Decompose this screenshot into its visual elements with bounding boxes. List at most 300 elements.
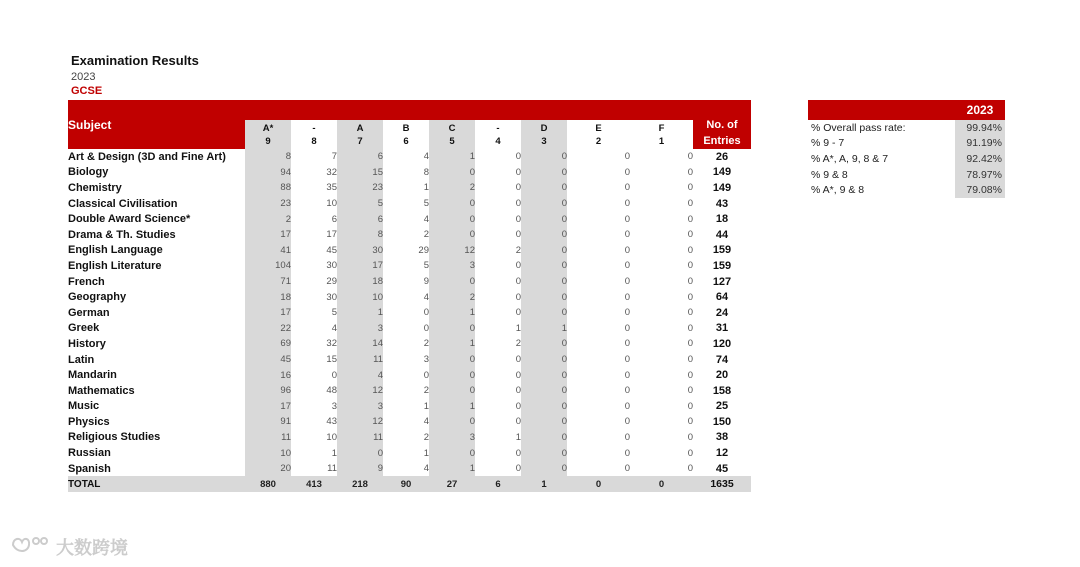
header-band: [245, 100, 693, 120]
grade-count-cell: 4: [383, 211, 429, 227]
grade-count-cell: 71: [245, 274, 291, 290]
grade-count-cell: 4: [383, 461, 429, 477]
grade-count-cell: 2: [245, 211, 291, 227]
subject-name: English Language: [68, 244, 163, 257]
grade-count-cell: 0: [521, 383, 567, 399]
grade-count-cell: 18: [337, 274, 383, 290]
grade-count-cell: 0: [567, 211, 630, 227]
entries-cell: 127: [712, 275, 732, 288]
grade-count-cell: 0: [567, 274, 630, 290]
grade-count-cell: 0: [630, 243, 693, 259]
grade-count-cell: 0: [475, 227, 521, 243]
summary-header-row: [808, 100, 1005, 120]
grade-count-cell: 0: [630, 321, 693, 337]
grade-count-cell: 2: [383, 383, 429, 399]
grade-number: 8: [291, 134, 337, 149]
grade-count-cell: 0: [521, 367, 567, 383]
grade-count-cell: 0: [567, 149, 630, 165]
grade-count-cell: 0: [521, 180, 567, 196]
grade-count-cell: 23: [245, 196, 291, 212]
table-row: [68, 383, 751, 399]
grade-count-cell: 0: [429, 383, 475, 399]
grade-count-cell: 15: [291, 352, 337, 368]
summary-label: % A*, A, 9, 8 & 7: [811, 152, 889, 165]
grade-count-cell: 0: [475, 399, 521, 415]
grade-count-cell: 0: [429, 321, 475, 337]
grade-count-cell: 0: [630, 289, 693, 305]
grade-count-cell: 0: [630, 430, 693, 446]
grade-count-cell: 1: [429, 305, 475, 321]
subject-name: Double Award Science*: [68, 213, 191, 226]
grade-count-cell: 0: [630, 445, 693, 461]
entries-cell: 74: [715, 353, 729, 366]
grade-count-cell: 4: [337, 367, 383, 383]
grade-count-cell: 0: [567, 430, 630, 446]
grade-count-cell: 88: [245, 180, 291, 196]
grade-count-cell: 45: [291, 243, 337, 259]
grade-count-cell: 29: [291, 274, 337, 290]
entries-cell: 12: [715, 447, 729, 460]
grade-letter: -: [475, 120, 521, 134]
grade-count-cell: 0: [521, 196, 567, 212]
table-row: [68, 352, 751, 368]
grade-count-cell: 1: [337, 305, 383, 321]
grade-count-cell: 0: [630, 165, 693, 181]
grade-count-cell: 1: [291, 445, 337, 461]
subject-name: Greek: [68, 322, 100, 335]
grade-count-cell: 1: [429, 461, 475, 477]
grade-count-cell: 43: [291, 414, 337, 430]
grade-count-cell: 0: [429, 211, 475, 227]
total-count-cell: 413: [291, 476, 337, 492]
total-count-cell: 880: [245, 476, 291, 492]
grade-count-cell: 2: [475, 336, 521, 352]
subject-name: Religious Studies: [68, 431, 161, 444]
grade-letter: -: [291, 120, 337, 134]
grade-count-cell: 0: [521, 336, 567, 352]
grade-count-cell: 6: [337, 211, 383, 227]
table-row: [68, 227, 751, 243]
subject-name: Biology: [68, 166, 109, 179]
grade-count-cell: 0: [475, 352, 521, 368]
grade-count-cell: 1: [383, 399, 429, 415]
grade-count-cell: 0: [630, 196, 693, 212]
grade-count-cell: 0: [475, 196, 521, 212]
grade-number: 3: [521, 134, 567, 149]
grade-count-cell: 16: [245, 367, 291, 383]
grade-count-cell: 12: [337, 383, 383, 399]
entries-cell: 31: [715, 322, 729, 335]
grade-count-cell: 1: [521, 321, 567, 337]
grade-count-cell: 0: [567, 227, 630, 243]
grade-count-cell: 48: [291, 383, 337, 399]
grade-count-cell: 11: [245, 430, 291, 446]
subject-name: Geography: [68, 291, 127, 304]
grade-count-cell: 0: [521, 274, 567, 290]
grade-number: 6: [383, 134, 429, 149]
total-count-cell: 6: [475, 476, 521, 492]
subject-name: Mathematics: [68, 384, 135, 397]
grade-letter: A*: [245, 120, 291, 134]
grade-count-cell: 1: [475, 430, 521, 446]
grade-count-cell: 10: [291, 430, 337, 446]
results-year: 2023: [71, 71, 96, 83]
grade-count-cell: 2: [429, 180, 475, 196]
grade-count-cell: 0: [475, 367, 521, 383]
grade-count-cell: 0: [475, 305, 521, 321]
grade-number: 4: [475, 134, 521, 149]
grade-count-cell: 3: [337, 399, 383, 415]
grade-count-cell: 10: [337, 289, 383, 305]
grade-count-cell: 8: [383, 165, 429, 181]
grade-count-cell: 0: [521, 165, 567, 181]
grade-count-cell: 5: [383, 196, 429, 212]
grade-count-cell: 9: [337, 461, 383, 477]
watermark-text: 大数跨境: [56, 538, 128, 558]
entries-cell: 159: [712, 259, 732, 272]
grade-count-cell: 0: [567, 414, 630, 430]
total-entries-cell: 1635: [693, 476, 751, 492]
table-row: [68, 430, 751, 446]
grade-count-cell: 0: [630, 258, 693, 274]
grade-count-cell: 0: [567, 243, 630, 259]
grade-count-cell: 29: [383, 243, 429, 259]
grade-count-cell: 2: [383, 336, 429, 352]
grade-count-cell: 10: [245, 445, 291, 461]
summary-header-blank: [808, 100, 955, 120]
subject-name: Mandarin: [68, 369, 117, 382]
grade-count-cell: 1: [429, 399, 475, 415]
grade-count-cell: 3: [291, 399, 337, 415]
grade-letter: B: [383, 120, 429, 134]
summary-label: % 9 - 7: [811, 137, 845, 150]
grade-count-cell: 11: [291, 461, 337, 477]
grade-count-cell: 0: [429, 414, 475, 430]
grade-count-cell: 0: [567, 461, 630, 477]
grade-count-cell: 3: [337, 321, 383, 337]
table-row: [68, 336, 751, 352]
grade-count-cell: 0: [567, 321, 630, 337]
watermark-logo: [10, 534, 145, 560]
summary-value: 79.08%: [955, 182, 1005, 198]
grade-count-cell: 0: [429, 445, 475, 461]
grade-count-cell: 0: [521, 399, 567, 415]
table-row: [68, 399, 751, 415]
entries-cell: 18: [715, 213, 729, 226]
grade-count-cell: 30: [337, 243, 383, 259]
table-row: [68, 414, 751, 430]
grade-number: 5: [429, 134, 475, 149]
grade-count-cell: 0: [475, 180, 521, 196]
grade-count-cell: 2: [475, 243, 521, 259]
summary-row: [808, 120, 1005, 136]
grade-count-cell: 0: [521, 211, 567, 227]
grade-count-cell: 0: [383, 305, 429, 321]
grade-count-cell: 0: [475, 414, 521, 430]
grade-count-cell: 4: [383, 289, 429, 305]
grade-count-cell: 0: [475, 149, 521, 165]
grade-count-cell: 0: [567, 445, 630, 461]
table-row: [68, 321, 751, 337]
grade-count-cell: 0: [291, 367, 337, 383]
grade-count-cell: 30: [291, 258, 337, 274]
grade-count-cell: 96: [245, 383, 291, 399]
entries-cell: 25: [715, 400, 729, 413]
grade-letter: A: [337, 120, 383, 134]
grade-count-cell: 0: [630, 149, 693, 165]
grade-letter: C: [429, 120, 475, 134]
grade-count-cell: 32: [291, 165, 337, 181]
total-count-cell: 27: [429, 476, 475, 492]
grade-count-cell: 5: [383, 258, 429, 274]
grade-count-cell: 0: [521, 352, 567, 368]
grade-count-cell: 0: [475, 211, 521, 227]
grade-count-cell: 69: [245, 336, 291, 352]
grade-count-cell: 0: [475, 383, 521, 399]
table-row: [68, 211, 751, 227]
grade-count-cell: 45: [245, 352, 291, 368]
grade-count-cell: 0: [630, 352, 693, 368]
grade-count-cell: 10: [291, 196, 337, 212]
grade-count-cell: 0: [630, 274, 693, 290]
grade-count-cell: 0: [429, 274, 475, 290]
grade-count-cell: 0: [567, 352, 630, 368]
grade-count-cell: 0: [521, 461, 567, 477]
grade-count-cell: 0: [630, 211, 693, 227]
summary-value: 78.97%: [955, 167, 1005, 183]
subject-name: Classical Civilisation: [68, 197, 178, 210]
subject-name: History: [68, 337, 106, 350]
grade-count-cell: 17: [291, 227, 337, 243]
grade-count-cell: 0: [567, 399, 630, 415]
grade-count-cell: 17: [245, 399, 291, 415]
summary-value: 91.19%: [955, 136, 1005, 152]
entries-cell: 159: [712, 244, 732, 257]
grade-count-cell: 3: [429, 430, 475, 446]
grade-number: 1: [630, 134, 693, 149]
total-count-cell: 0: [630, 476, 693, 492]
grade-count-cell: 0: [567, 305, 630, 321]
table-row: [68, 305, 751, 321]
table-row: [68, 445, 751, 461]
grade-count-cell: 0: [567, 367, 630, 383]
entries-cell: 120: [712, 337, 732, 350]
results-table: [68, 100, 751, 492]
grade-count-cell: 0: [521, 227, 567, 243]
grade-count-cell: 0: [630, 461, 693, 477]
grade-count-cell: 0: [567, 383, 630, 399]
grade-count-cell: 0: [521, 243, 567, 259]
grade-count-cell: 6: [337, 149, 383, 165]
grade-count-cell: 0: [567, 336, 630, 352]
summary-row: [808, 182, 1005, 198]
grade-count-cell: 0: [630, 305, 693, 321]
table-row: [68, 180, 751, 196]
entries-cell: 38: [715, 431, 729, 444]
grade-letter: D: [521, 120, 567, 134]
grade-count-cell: 0: [521, 430, 567, 446]
grade-count-cell: 11: [337, 352, 383, 368]
grade-count-cell: 0: [567, 289, 630, 305]
grade-count-cell: 0: [567, 180, 630, 196]
grade-count-cell: 3: [429, 258, 475, 274]
grade-count-cell: 0: [630, 383, 693, 399]
grade-count-cell: 0: [429, 227, 475, 243]
summary-value: 92.42%: [955, 151, 1005, 167]
grade-count-cell: 0: [475, 445, 521, 461]
summary-label: % 9 & 8: [811, 168, 848, 181]
summary-value: 99.94%: [955, 120, 1005, 136]
grade-letter-row: [68, 100, 751, 120]
grade-count-cell: 0: [475, 274, 521, 290]
grade-count-cell: 7: [291, 149, 337, 165]
grade-count-cell: 8: [245, 149, 291, 165]
summary-label: % A*, 9 & 8: [811, 184, 865, 197]
grade-count-cell: 0: [383, 321, 429, 337]
summary-row: [808, 136, 1005, 152]
grade-count-cell: 1: [429, 149, 475, 165]
summary-table: [808, 100, 1005, 198]
grade-count-cell: 30: [291, 289, 337, 305]
table-row: [68, 289, 751, 305]
grade-count-cell: 9: [383, 274, 429, 290]
summary-label: % Overall pass rate:: [811, 121, 906, 134]
subject-name: Chemistry: [68, 181, 122, 194]
table-row: [68, 367, 751, 383]
subject-name: Physics: [68, 415, 110, 428]
grade-count-cell: 15: [337, 165, 383, 181]
grade-count-cell: 0: [521, 149, 567, 165]
grade-count-cell: 0: [630, 399, 693, 415]
grade-count-cell: 94: [245, 165, 291, 181]
grade-count-cell: 17: [245, 305, 291, 321]
grade-count-cell: 4: [291, 321, 337, 337]
grade-count-cell: 11: [337, 430, 383, 446]
grade-count-cell: 8: [337, 227, 383, 243]
table-row: [68, 196, 751, 212]
entries-cell: 45: [715, 462, 729, 475]
grade-count-cell: 0: [475, 289, 521, 305]
entries-cell: 26: [715, 150, 729, 163]
entries-cell: 150: [712, 415, 732, 428]
grade-count-cell: 0: [429, 196, 475, 212]
grade-letter: E: [567, 120, 630, 134]
table-row: [68, 461, 751, 477]
grade-count-cell: 0: [567, 196, 630, 212]
entries-cell: 44: [715, 228, 729, 241]
entries-cell: 20: [715, 369, 729, 382]
table-row: [68, 243, 751, 259]
grade-count-cell: 0: [567, 165, 630, 181]
grade-count-cell: 4: [383, 149, 429, 165]
entries-header-line1: No. of: [706, 119, 738, 131]
grade-letter: F: [630, 120, 693, 134]
grade-count-cell: 0: [521, 258, 567, 274]
subject-name: Spanish: [68, 462, 111, 475]
table-row: [68, 258, 751, 274]
brand-logo-icon: [10, 534, 50, 561]
subject-name: Art & Design (3D and Fine Art): [68, 150, 226, 163]
total-label: TOTAL: [68, 476, 245, 492]
grade-count-cell: 1: [475, 321, 521, 337]
grade-count-cell: 0: [337, 445, 383, 461]
grade-count-cell: 0: [475, 165, 521, 181]
grade-count-cell: 0: [630, 180, 693, 196]
grade-count-cell: 12: [337, 414, 383, 430]
grade-count-cell: 17: [337, 258, 383, 274]
grade-count-cell: 32: [291, 336, 337, 352]
entries-header-line2: Entries: [703, 135, 741, 147]
qualification-type: GCSE: [71, 85, 103, 97]
grade-count-cell: 1: [429, 336, 475, 352]
grade-count-cell: 1: [383, 180, 429, 196]
grade-count-cell: 0: [567, 258, 630, 274]
grade-count-cell: 6: [291, 211, 337, 227]
subject-name: Latin: [68, 353, 95, 366]
grade-count-cell: 5: [291, 305, 337, 321]
subject-name: Drama & Th. Studies: [68, 228, 176, 241]
entries-header: [693, 100, 751, 149]
grade-count-cell: 41: [245, 243, 291, 259]
grade-count-cell: 35: [291, 180, 337, 196]
grade-count-cell: 0: [521, 414, 567, 430]
total-row: [68, 476, 751, 492]
grade-count-cell: 0: [429, 165, 475, 181]
total-count-cell: 90: [383, 476, 429, 492]
total-count-cell: 218: [337, 476, 383, 492]
grade-count-cell: 0: [429, 367, 475, 383]
entries-cell: 24: [715, 306, 729, 319]
grade-count-cell: 4: [383, 414, 429, 430]
grade-number: 9: [245, 134, 291, 149]
grade-number: 2: [567, 134, 630, 149]
summary-year: 2023: [955, 100, 1005, 120]
entries-cell: 158: [712, 384, 732, 397]
grade-count-cell: 0: [383, 367, 429, 383]
grade-count-cell: 91: [245, 414, 291, 430]
entries-cell: 149: [712, 181, 732, 194]
grade-count-cell: 2: [383, 227, 429, 243]
grade-count-cell: 5: [337, 196, 383, 212]
grade-count-cell: 0: [630, 227, 693, 243]
grade-count-cell: 0: [630, 367, 693, 383]
subject-name: English Literature: [68, 259, 162, 272]
subject-name: German: [68, 306, 110, 319]
subject-name: Russian: [68, 447, 111, 460]
grade-count-cell: 18: [245, 289, 291, 305]
grade-count-cell: 1: [383, 445, 429, 461]
grade-count-cell: 2: [429, 289, 475, 305]
grade-count-cell: 3: [383, 352, 429, 368]
subject-header: Subject: [68, 100, 245, 149]
grade-count-cell: 22: [245, 321, 291, 337]
table-row: [68, 165, 751, 181]
summary-row: [808, 151, 1005, 167]
table-row: [68, 274, 751, 290]
grade-count-cell: 12: [429, 243, 475, 259]
grade-count-cell: 20: [245, 461, 291, 477]
summary-row: [808, 167, 1005, 183]
grade-count-cell: 2: [383, 430, 429, 446]
grade-number: 7: [337, 134, 383, 149]
total-count-cell: 1: [521, 476, 567, 492]
grade-count-cell: 0: [630, 414, 693, 430]
entries-cell: 64: [715, 291, 729, 304]
grade-count-cell: 0: [475, 258, 521, 274]
grade-count-cell: 104: [245, 258, 291, 274]
subject-name: Music: [68, 400, 100, 413]
grade-count-cell: 0: [521, 305, 567, 321]
